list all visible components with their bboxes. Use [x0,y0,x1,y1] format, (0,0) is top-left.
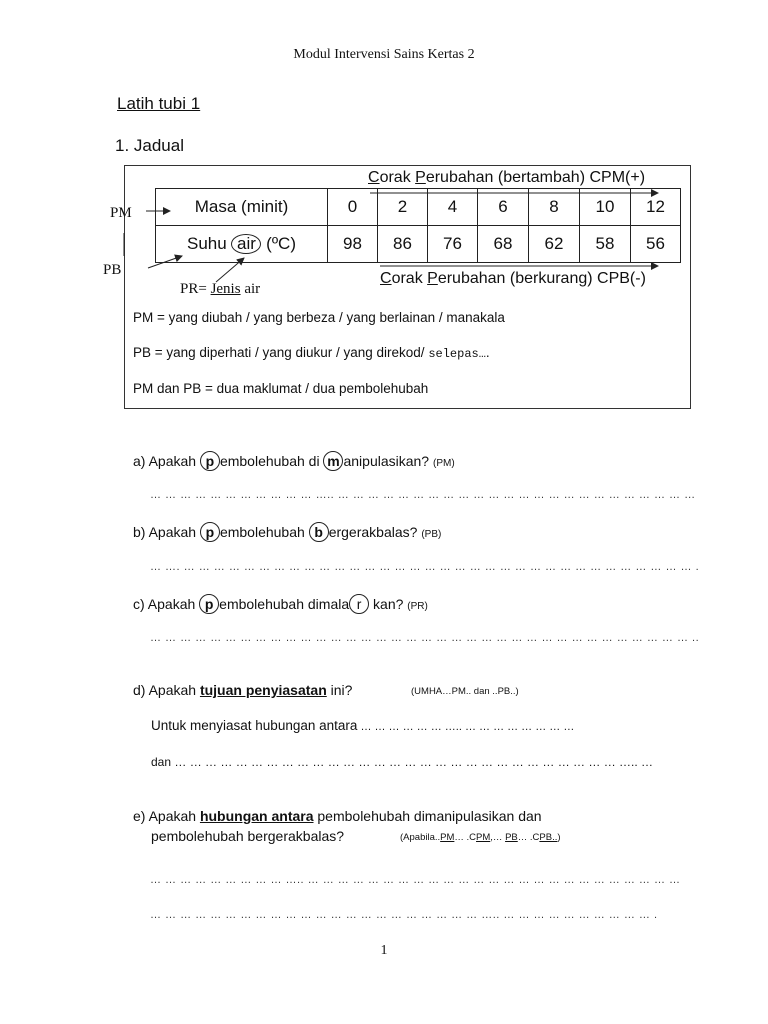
question-b: b) Apakah p embolehubah b ergerakbalas? (PB) [133,524,442,540]
row-header: Masa (minit) [156,189,328,226]
table-cell: 8 [529,189,580,226]
table-cell: 0 [328,189,378,226]
page-number: 1 [380,943,388,958]
answer-line-e1[interactable]: … … … … … … … … … ….. … … … … … … … … … … … … … … … … … … … … … … … … … [150,874,681,886]
question-e-line2: pembolehubah bergerakbalas? [151,828,345,844]
pm-label: PM [110,205,132,221]
question-e: e) Apakah hubungan antara pembolehubah dimanipulasikan dan [133,808,542,824]
answer-line-d2[interactable]: dan … … … … … … … … … … … … … … … … … … … … … … … … … … … … … ….. … [151,755,654,769]
answer-line-c[interactable]: … … … … … … … … … … … … … … … … … … … … … … … … … … … … … … … … … … … … .. [150,632,700,644]
definition-pm: PM = yang diubah / yang berbeza / yang berlainan / manakala [133,310,505,325]
table-cell: 2 [378,189,428,226]
table-cell: 12 [631,189,681,226]
table-cell: 68 [478,226,529,263]
question-e-hint: (Apabila..PM… .CPM,… PB… .CPB..) [400,832,561,843]
cpm-label: Corak Perubahan (bertambah) CPM(+) [368,169,646,186]
page-header: Modul Intervensi Sains Kertas 2 [293,47,475,62]
answer-line-a[interactable]: … … … … … … … … … … … ….. … … … … … … … … … … … … … … … … … … … … … … … … [150,489,696,501]
table-cell: 62 [529,226,580,263]
question-c: c) Apakah p embolehubah dimala r kan? (PR) [133,596,428,612]
answer-line-e2[interactable]: … … … … … … … … … … … … … … … … … … … … … … ….. … … … … … … … … … … . [150,909,658,921]
pr-label: PR= Jenis air [180,281,261,297]
definition-pb: PB = yang diperhati / yang diukur / yang direkod/ selepas…. [133,345,490,361]
pb-label: PB [103,262,122,278]
table-cell: 4 [428,189,478,226]
question-d-hint: (UMHA…PM.. dan ..PB..) [411,686,519,697]
section-heading: 1. Jadual [115,136,184,155]
table-cell: 58 [580,226,631,263]
answer-line-b[interactable]: … …. … … … … … … … … … … … … … … … … … … … … … … … … … … … … … … … … … … . [150,561,700,573]
question-d: d) Apakah tujuan penyiasatan ini? [133,682,353,698]
data-table [155,188,681,263]
table-cell: 56 [631,226,681,263]
table-cell: 86 [378,226,428,263]
cpb-label: Corak Perubahan (berkurang) CPB(-) [380,270,646,287]
table-row [156,189,681,226]
table-cell: 6 [478,189,529,226]
row-header: Suhu air (ºC) [156,226,328,263]
answer-line-d1[interactable]: Untuk menyiasat hubungan antara … … … … … … ….. … … … … … … … … [151,718,575,733]
table-row [156,226,681,263]
definition-pm-pb: PM dan PB = dua maklumat / dua pembolehubah [133,381,429,396]
table-cell: 76 [428,226,478,263]
table-cell: 10 [580,189,631,226]
exercise-title: Latih tubi 1 [117,94,201,113]
question-a: a) Apakah p embolehubah di m anipulasikan? (PM) [133,453,455,469]
table-cell: 98 [328,226,378,263]
